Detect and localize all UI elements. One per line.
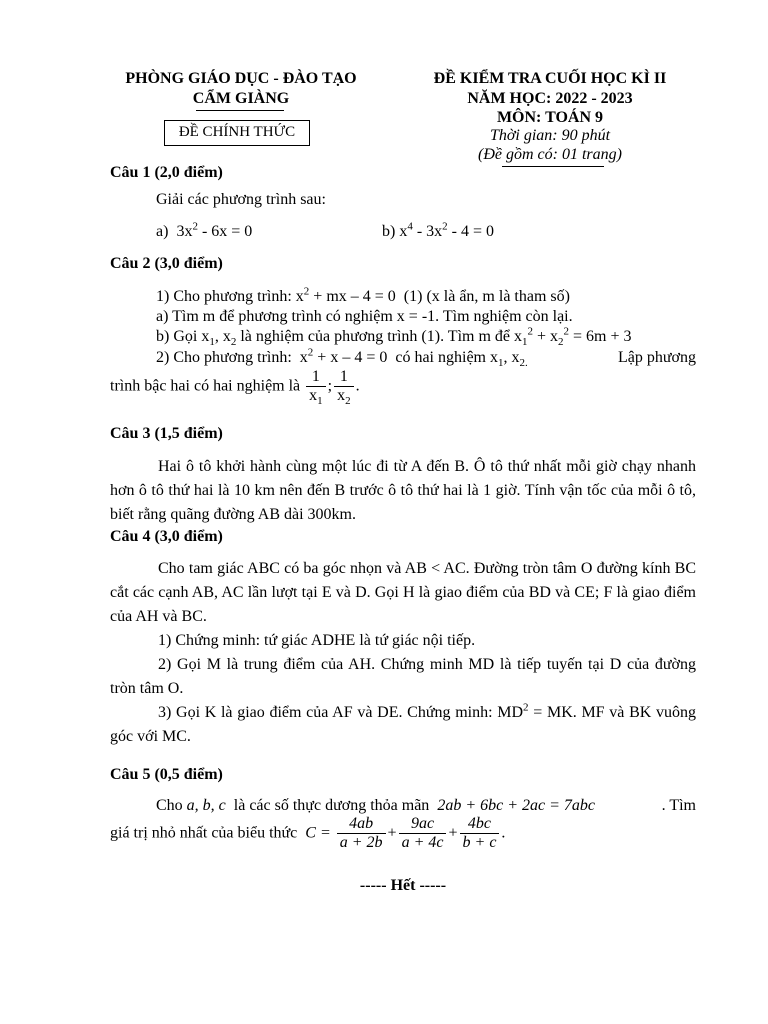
q2-part1b: b) Gọi $x_1$, $x_2$ là nghiệm của phương trình (1). Tìm m để $x_1^2 + x_2^2 = 6m + 3$ bbox=[156, 325, 632, 349]
q4-intro: Cho tam giác ABC có ba góc nhọn và AB < AC. Đường tròn tâm O đường kính BC cắt các cạnh AB, AC lần lượt tại E và D. Gọi H là giao điểm của BD và CE; F là giao điểm của AH và BC. bbox=[110, 560, 696, 625]
district-name: CẨM GIÀNG bbox=[192, 90, 290, 107]
q1-intro: Giải các phương trình sau: bbox=[156, 191, 326, 208]
q1-part-a: a) $3x^2 - 6x = 0$ bbox=[156, 220, 253, 240]
header-underline-left bbox=[196, 110, 284, 111]
exam-time: Thời gian: 90 phút bbox=[489, 127, 611, 144]
school-year: NĂM HỌC: 2022 - 2023 bbox=[467, 90, 633, 107]
q2-part1a: a) Tìm m để phương trình có nghiệm x = -1. Tìm nghiệm còn lại. bbox=[156, 308, 573, 325]
end-marker: ----- Hết ----- bbox=[359, 877, 447, 894]
q1-part-b: b) $x^4 - 3x^2 - 4 = 0$ bbox=[382, 220, 495, 240]
exam-title: ĐỀ KIỂM TRA CUỐI HỌC KÌ II bbox=[433, 70, 667, 87]
page-count: (Đề gồm có: 01 trang) bbox=[478, 146, 622, 163]
q4-part1: 1) Chứng minh: tứ giác ADHE là tứ giác nội tiếp. bbox=[158, 632, 476, 649]
q1-title: Câu 1 (2,0 điểm) bbox=[110, 164, 223, 181]
official-badge: ĐỀ CHÍNH THỨC bbox=[164, 120, 310, 146]
q3-title: Câu 3 (1,5 điểm) bbox=[110, 425, 223, 442]
q4-title: Câu 4 (3,0 điểm) bbox=[110, 528, 223, 545]
subject: MÔN: TOÁN 9 bbox=[496, 109, 604, 126]
q4-part2: 2) Gọi M là trung điểm của AH. Chứng minh MD là tiếp tuyến tại D của đường tròn tâm O. bbox=[110, 656, 696, 697]
department-name: PHÒNG GIÁO DỤC - ĐÀO TẠO bbox=[125, 70, 357, 87]
q4-body bbox=[110, 557, 696, 749]
q3-text: Hai ô tô khởi hành cùng một lúc đi từ A đến B. Ô tô thứ nhất mỗi giờ chạy nhanh hơn ô tô thứ hai là 10 km nên đến B trước ô tô thứ hai là 1 giờ. Tính vận tốc của mỗi ô tô, biết rằng quãng đường AB dài 300km. bbox=[110, 458, 696, 523]
q2-title: Câu 2 (3,0 điểm) bbox=[110, 255, 223, 272]
q2-part1: 1) Cho phương trình: $x^2$ + mx – 4 = 0 (1) (x là ẩn, m là tham số) bbox=[156, 285, 570, 305]
q2-part2: 2) Cho phương trình: $x^2 + x - 4 = 0$ có hai nghiệm $x_1$, $x_{2.}$ Lập phương bbox=[156, 346, 696, 370]
q4-part3: 3) Gọi K là giao điểm của AF và DE. Chứng minh: $MD^2$ = MK. MF và BK vuông góc với MC. bbox=[110, 701, 697, 745]
q5-line1: Cho a, b, c là các số thực dương thỏa mãn 2ab + 6bc + 2ac = 7abc . Tìm bbox=[156, 797, 696, 814]
q5-title: Câu 5 (0,5 điểm) bbox=[110, 766, 223, 783]
q2-part2-line2: trình bậc hai có hai nghiệm là $\frac{1}{x_1}$ ; $\frac{1}{x_2}$ . bbox=[110, 368, 360, 408]
q5-line2: giá trị nhỏ nhất của biểu thức C = $\frac{4ab}{a + 2b}$ + $\frac{9ac}{a + 4c}$ + $\frac{4bc}{b + c}$ . bbox=[110, 815, 506, 851]
header-underline-right bbox=[502, 166, 604, 167]
